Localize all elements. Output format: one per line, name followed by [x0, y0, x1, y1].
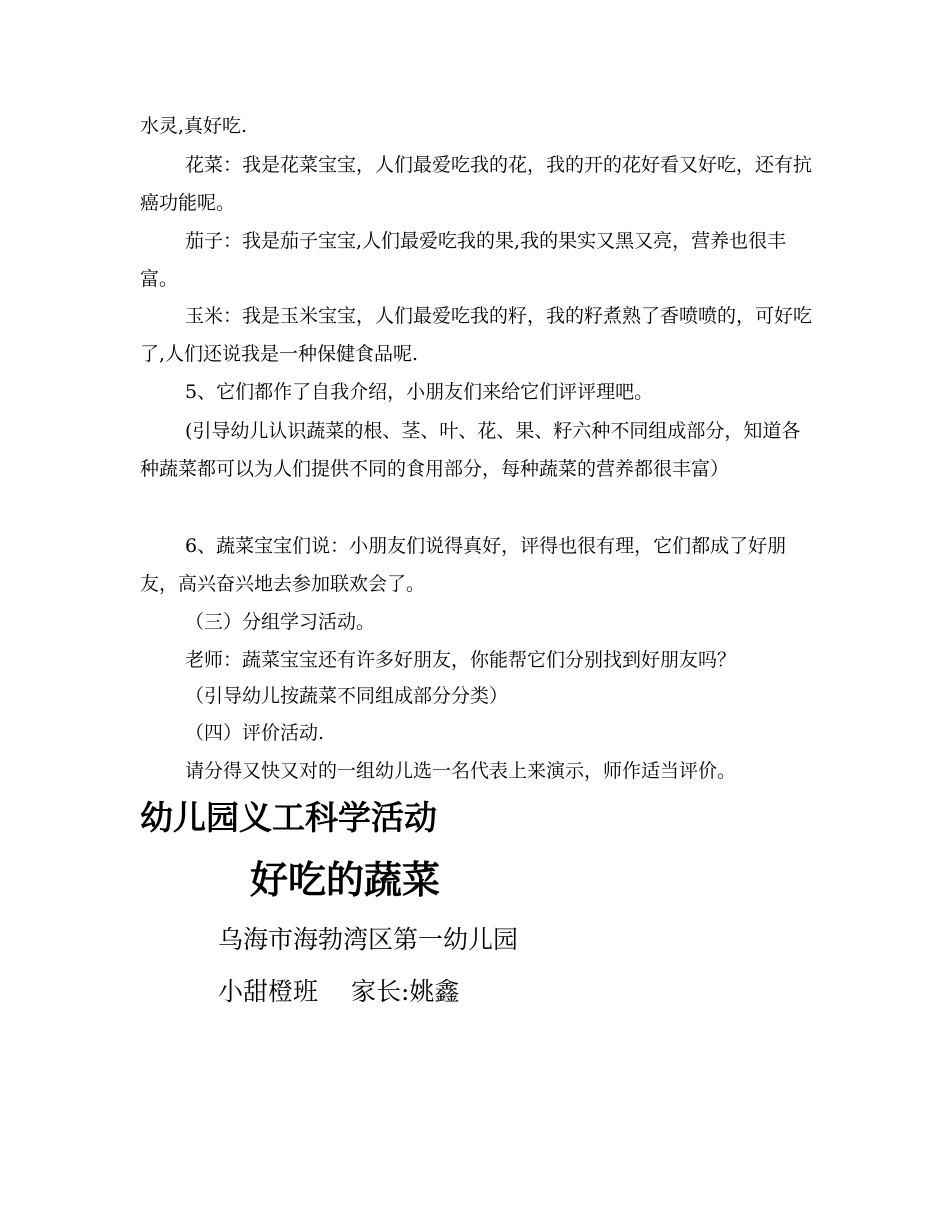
paragraph-classify: （引导幼儿按蔬菜不同组成部分分类） [185, 685, 509, 707]
school-name: 乌海市海勃湾区第一幼儿园 [218, 925, 519, 954]
paragraph-step-6: 6、蔬菜宝宝们说：小朋友们说得真好，评得也很有理，它们都成了好朋友，高兴奋兴地去参加联欢会了。 [140, 535, 787, 595]
activity-title: 幼儿园义工科学活动 [140, 798, 437, 837]
paragraph-continued: 水灵,真好吃. [140, 115, 248, 137]
paragraph-guidance: (引导幼儿认识蔬菜的根、茎、叶、花、果、籽六种不同组成部分，知道各种蔬菜都可以为人们提供不同的食用部分，每种蔬菜的营养都很丰富） [140, 420, 801, 480]
main-title: 好吃的蔬菜 [250, 858, 441, 902]
paragraph-evaluation: （四）评价活动. [185, 722, 325, 744]
paragraph-cauliflower: 花菜：我是花菜宝宝，人们最爱吃我的花，我的开的花好看又好吃，还有抗癌功能呢。 [140, 154, 813, 214]
paragraph-corn: 玉米：我是玉米宝宝，人们最爱吃我的籽，我的籽煮熟了香喷喷的，可好吃了,人们还说我是一种保健食品呢. [140, 305, 813, 365]
paragraph-step-5: 5、它们都作了自我介绍，小朋友们来给它们评评理吧。 [185, 381, 654, 403]
class-and-parent: 小甜橙班 家长:姚鑫 [218, 977, 460, 1006]
paragraph-teacher: 老师：蔬菜宝宝还有许多好朋友，你能帮它们分别找到好朋友吗？ [185, 649, 737, 671]
paragraph-group-activity: （三）分组学习活动。 [185, 611, 376, 633]
paragraph-demonstrate: 请分得又快又对的一组幼儿选一名代表上来演示，师作适当评价。 [185, 760, 737, 782]
paragraph-eggplant: 茄子：我是茄子宝宝,人们最爱吃我的果,我的果实又黑又亮，营养也很丰富。 [140, 230, 787, 290]
